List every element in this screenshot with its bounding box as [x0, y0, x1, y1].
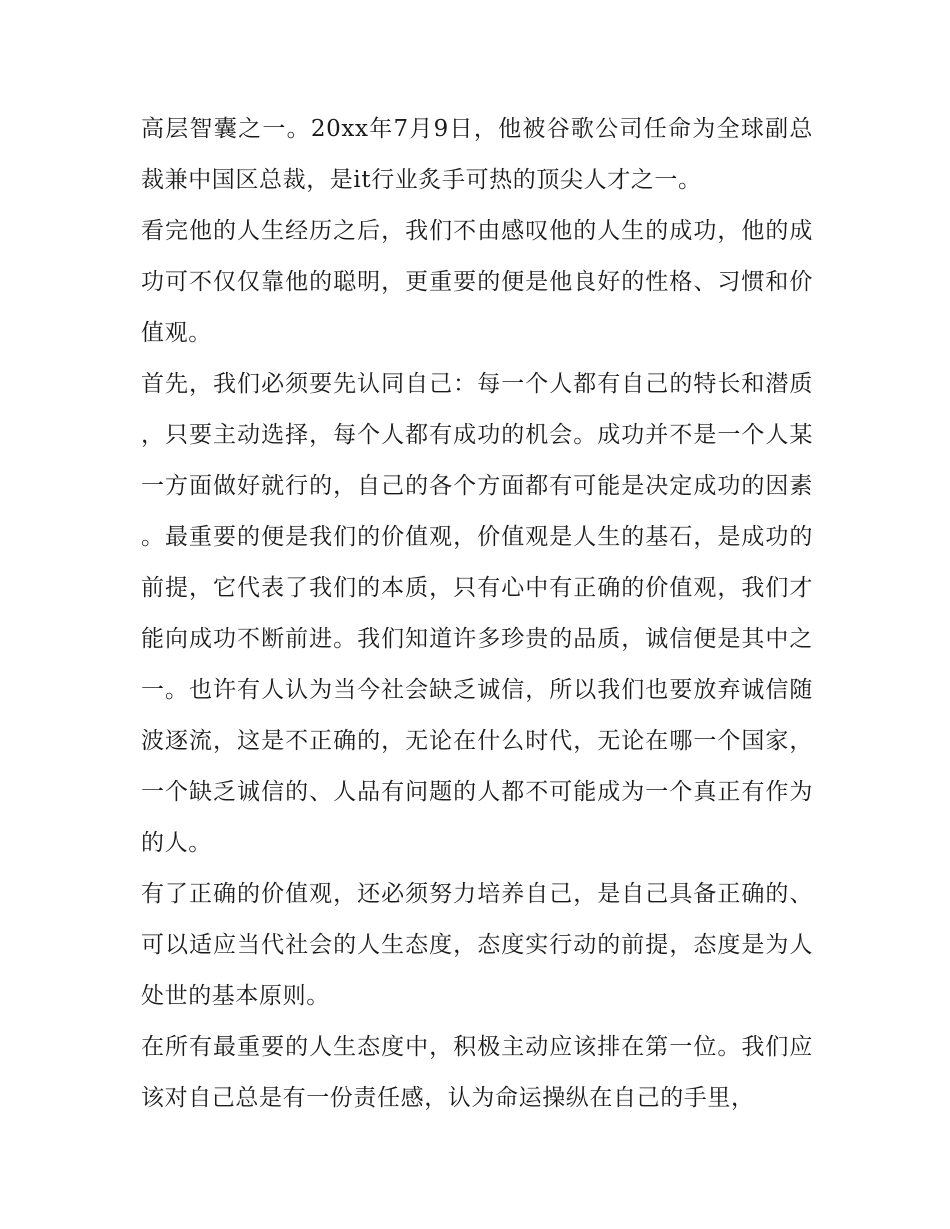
- paragraph-3: 首先，我们必须要先认同自己：每一个人都有自己的特长和潜质，只要主动选择，每个人都有成功的机会。成功并不是一个人某一方面做好就行的，自己的各个方面都有可能是决定成功的因素。最重要的便是我们的价值观，价值观是人生的基石，是成功的前提，它代表了我们的本质，只有心中有正确的价值观，我们才能向成功不断前进。我们知道许多珍贵的品质，诚信便是其中之一。也许有人认为当今社会缺乏诚信，所以我们也要放弃诚信随波逐流，这是不正确的，无论在什么时代，无论在哪一个国家，一个缺乏诚信的、人品有问题的人都不可能成为一个真正有作为的人。: [141, 371, 813, 856]
- paragraph-5: 在所有最重要的人生态度中，积极主动应该排在第一位。我们应该对自己总是有一份责任感，认为命运操纵在自己的手里，: [141, 1034, 813, 1111]
- paragraph-4: 有了正确的价值观，还必须努力培养自己，是自己具备正确的、可以适应当代社会的人生态度，态度实行动的前提，态度是为人处世的基本原则。: [141, 881, 813, 1009]
- paragraph-1: 高层智囊之一。20xx年7月9日，他被谷歌公司任命为全球副总裁兼中国区总裁，是it行业炙手可热的顶尖人才之一。: [141, 116, 813, 193]
- paragraph-2: 看完他的人生经历之后，我们不由感叹他的人生的成功，他的成功可不仅仅靠他的聪明，更重要的便是他良好的性格、习惯和价值观。: [141, 218, 813, 346]
- document-body: [141, 104, 813, 1124]
